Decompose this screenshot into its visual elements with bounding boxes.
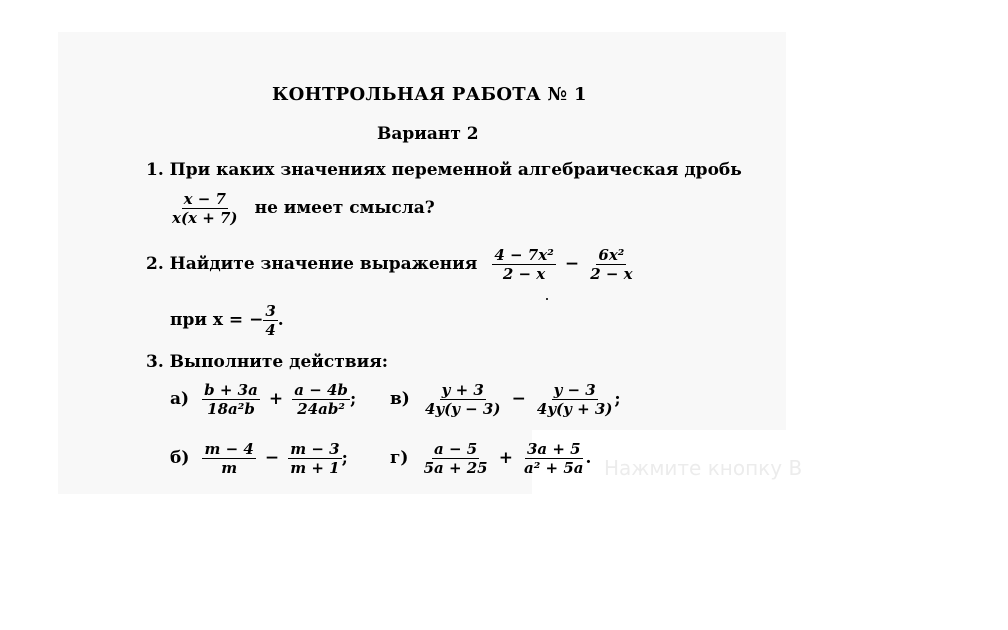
operator: − xyxy=(511,389,526,409)
fraction-numerator: a − 5 xyxy=(434,440,478,458)
fraction-denominator: m + 1 xyxy=(290,459,340,477)
fraction-numerator: 3 xyxy=(265,302,276,320)
fraction-numerator: 6x² xyxy=(598,246,625,264)
fraction-denominator: 24ab² xyxy=(297,400,345,418)
operator: − xyxy=(264,448,280,468)
condition-end: . xyxy=(277,310,284,330)
item-fraction-1 xyxy=(202,440,255,477)
item-label: г) xyxy=(390,448,409,468)
fraction-denominator: x(x + 7) xyxy=(172,209,238,227)
item-fraction-1 xyxy=(422,440,490,477)
item-label: а) xyxy=(170,389,190,409)
item-fraction-1 xyxy=(202,381,260,418)
stray-dot xyxy=(546,298,548,300)
fraction-denominator: 5a + 25 xyxy=(423,459,488,477)
task3-item-b xyxy=(170,440,348,477)
item-label: в) xyxy=(390,389,410,409)
task1-expression xyxy=(170,190,435,227)
item-end: ; xyxy=(349,389,357,409)
task2-fraction-1 xyxy=(492,246,555,283)
task3-item-a xyxy=(170,381,356,418)
fraction-denominator: 18a²b xyxy=(207,400,255,418)
fraction-denominator: a² + 5a xyxy=(524,459,584,477)
fraction-numerator: 3a + 5 xyxy=(526,440,581,458)
item-end: ; xyxy=(614,389,621,409)
item-fraction-2 xyxy=(535,381,615,418)
fraction-numerator: y − 3 xyxy=(553,381,596,399)
task3-item-g xyxy=(390,440,591,477)
fraction-denominator: 4 xyxy=(265,321,276,339)
condition-fraction xyxy=(263,302,277,339)
fraction-numerator: a − 4b xyxy=(294,381,348,399)
fraction-denominator: 4y(y + 3) xyxy=(536,400,613,418)
fraction-numerator: m − 4 xyxy=(204,440,254,458)
minus-operator: − xyxy=(564,254,580,274)
fraction-denominator: 4y(y − 3) xyxy=(424,400,501,418)
overlay-hint-text: Нажмите кнопку В xyxy=(604,456,803,480)
item-fraction-2 xyxy=(292,381,350,418)
operator: + xyxy=(268,389,284,409)
fraction-denominator: m xyxy=(221,459,238,477)
fraction-denominator: 2 − x xyxy=(590,265,633,283)
fraction-numerator: x − 7 xyxy=(183,190,226,208)
task1-after-text: не имеет смысла? xyxy=(254,198,435,218)
document-title: КОНТРОЛЬНАЯ РАБОТА № 1 xyxy=(272,84,587,105)
fraction-denominator: 2 − x xyxy=(502,265,546,283)
item-fraction-2 xyxy=(522,440,585,477)
task1-fraction xyxy=(170,190,240,227)
operator: + xyxy=(498,448,513,468)
task2-condition xyxy=(170,302,284,339)
item-fraction-1 xyxy=(423,381,503,418)
condition-text: при x = − xyxy=(170,310,264,330)
task2-line xyxy=(146,246,635,283)
fraction-numerator: 4 − 7x² xyxy=(494,246,554,264)
item-label: б) xyxy=(170,448,190,468)
item-end: ; xyxy=(341,448,348,468)
item-end: . xyxy=(585,448,592,468)
variant-heading: Вариант 2 xyxy=(377,124,479,144)
item-fraction-2 xyxy=(288,440,341,477)
task3-item-v xyxy=(390,381,621,418)
fraction-numerator: m − 3 xyxy=(290,440,340,458)
task3-text: 3. Выполните действия: xyxy=(146,352,389,372)
task1-text: 1. При каких значениях переменной алгебраическая дробь xyxy=(146,160,742,180)
task2-text: 2. Найдите значение выражения xyxy=(146,254,478,274)
task2-fraction-2 xyxy=(588,246,634,283)
fraction-numerator: b + 3a xyxy=(204,381,258,399)
fraction-numerator: y + 3 xyxy=(441,381,484,399)
